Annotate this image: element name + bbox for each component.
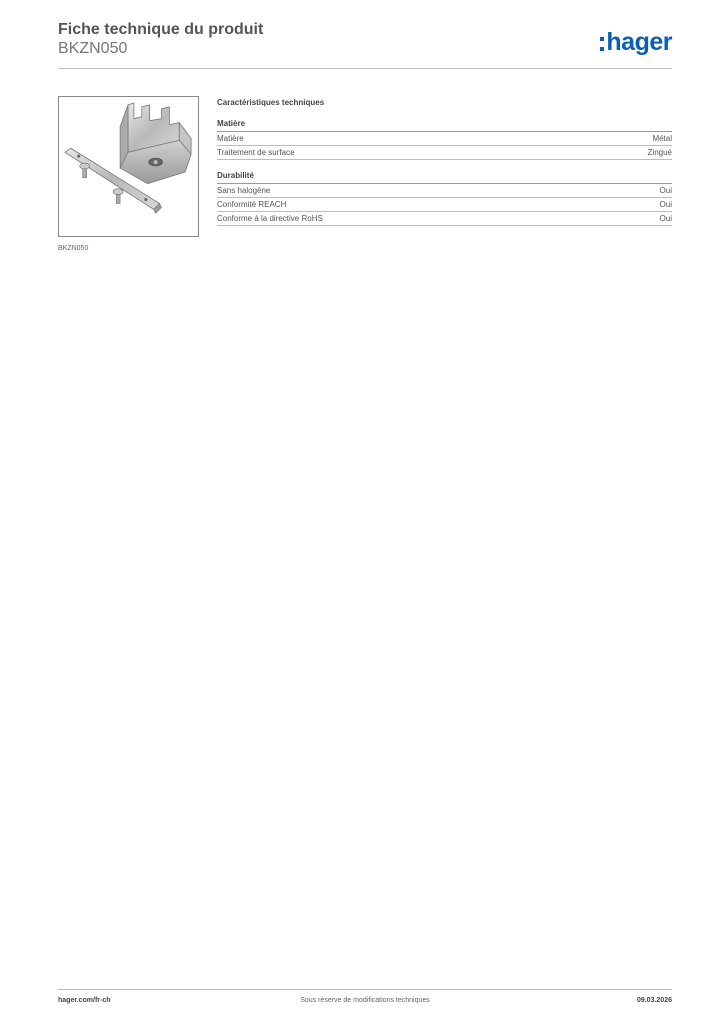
footer-website-link[interactable]: hager.com/fr-ch bbox=[58, 997, 111, 1004]
spec-label: Sans halogène bbox=[217, 186, 271, 195]
document-header bbox=[58, 20, 263, 58]
product-code: BKZN050 bbox=[58, 40, 128, 57]
spec-row bbox=[217, 146, 672, 160]
specs-heading: Caractéristiques techniques bbox=[217, 98, 325, 107]
technical-specs bbox=[217, 96, 672, 236]
spec-label: Conformité REACH bbox=[217, 200, 287, 209]
spec-value: Oui bbox=[659, 186, 672, 195]
footer-date: 09.03.2026 bbox=[636, 997, 672, 1004]
spec-label: Traitement de surface bbox=[217, 148, 295, 157]
product-image bbox=[58, 96, 199, 237]
spec-row bbox=[217, 198, 672, 212]
spec-row bbox=[217, 184, 672, 198]
header-divider bbox=[58, 68, 672, 69]
page-title: Fiche technique du produit bbox=[58, 21, 264, 38]
spec-label: Matière bbox=[217, 134, 244, 143]
spec-value: Métal bbox=[652, 134, 672, 143]
logo-text: hager bbox=[606, 28, 672, 56]
spec-group-material bbox=[217, 118, 672, 160]
spec-group-title: Durabilité bbox=[217, 170, 672, 184]
spec-value: Oui bbox=[659, 200, 672, 209]
spec-label: Conforme à la directive RoHS bbox=[217, 214, 323, 223]
spec-group-durability bbox=[217, 170, 672, 226]
spec-group-title: Matière bbox=[217, 118, 672, 132]
spec-value: Zingué bbox=[647, 148, 672, 157]
spec-value: Oui bbox=[659, 214, 672, 223]
image-caption: BKZN050 bbox=[58, 245, 89, 252]
bracket-product-image bbox=[59, 97, 198, 236]
logo-colon-mark bbox=[600, 37, 604, 51]
spec-row bbox=[217, 132, 672, 146]
spec-row bbox=[217, 212, 672, 226]
footer-disclaimer: Sous réserve de modifications techniques bbox=[300, 997, 430, 1004]
hager-logo bbox=[600, 27, 672, 57]
footer-divider bbox=[58, 989, 672, 990]
